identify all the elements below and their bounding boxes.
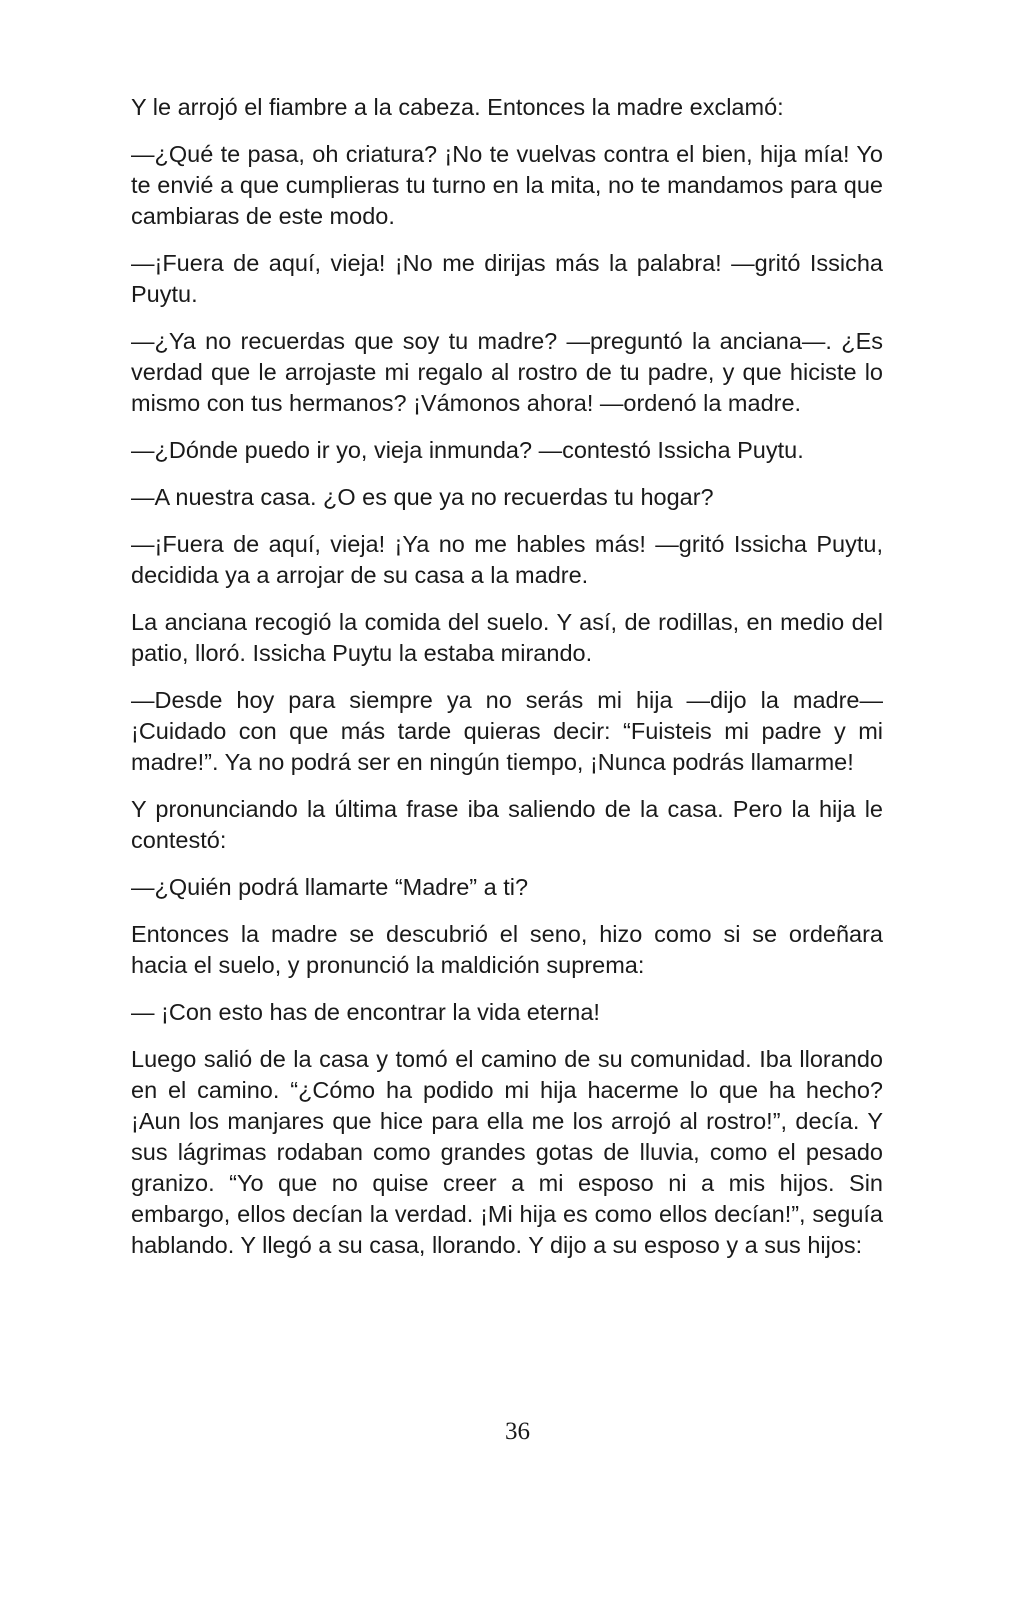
paragraph: —¡Fuera de aquí, vieja! ¡Ya no me hables más! —gritó Issicha Puytu, decidida ya a arrojar de su casa a la madre. [131,531,883,588]
page-body [131,92,883,1277]
paragraph: —Desde hoy para siempre ya no serás mi hija —dijo la madre— ¡Cuidado con que más tarde quieras decir: “Fuisteis mi padre y mi madre!”. Ya no podrá ser en ningún tiempo, ¡Nunca podrás llamarme! [131,687,883,775]
paragraph: Entonces la madre se descubrió el seno, hizo como si se ordeñara hacia el suelo, y pronunció la maldición suprema: [131,921,883,978]
paragraph: —¿Qué te pasa, oh criatura? ¡No te vuelvas contra el bien, hija mía! Yo te envié a que cumplieras tu turno en la mita, no te mandamos para que cambiaras de este modo. [131,141,883,229]
page-number: 36 [505,1418,530,1445]
paragraph: — ¡Con esto has de encontrar la vida eterna! [131,999,600,1025]
paragraph: Y le arrojó el fiambre a la cabeza. Entonces la madre exclamó: [131,94,784,120]
paragraph: La anciana recogió la comida del suelo. Y así, de rodillas, en medio del patio, lloró. Issicha Puytu la estaba mirando. [131,609,883,666]
paragraph: —¡Fuera de aquí, vieja! ¡No me dirijas más la palabra! —gritó Issicha Puytu. [131,250,883,307]
paragraph: Y pronunciando la última frase iba saliendo de la casa. Pero la hija le contestó: [131,796,883,853]
paragraph: Luego salió de la casa y tomó el camino de su comunidad. Iba llorando en el camino. “¿Cómo ha podido mi hija hacerme lo que ha hecho? ¡Aun los manjares que hice para ella me los arrojó al rostro!”, decía. Y sus lágrimas rodaban como grandes gotas de lluvia, como el pesado granizo. “Yo que no quise creer a mi esposo ni a mis hijos. Sin embargo, ellos decían la verdad. ¡Mi hija es como ellos decían!”, seguía hablando. Y llegó a su casa, llorando. Y dijo a su esposo y a sus hijos: [131,1046,883,1258]
paragraph: —A nuestra casa. ¿O es que ya no recuerdas tu hogar? [131,484,714,510]
paragraph: —¿Quién podrá llamarte “Madre” a ti? [131,874,529,900]
paragraph: —¿Dónde puedo ir yo, vieja inmunda? —contestó Issicha Puytu. [131,437,804,463]
paragraph: —¿Ya no recuerdas que soy tu madre? —preguntó la anciana—. ¿Es verdad que le arrojaste mi regalo al rostro de tu padre, y que hiciste lo mismo con tus hermanos? ¡Vámonos ahora! —ordenó la madre. [131,328,883,416]
